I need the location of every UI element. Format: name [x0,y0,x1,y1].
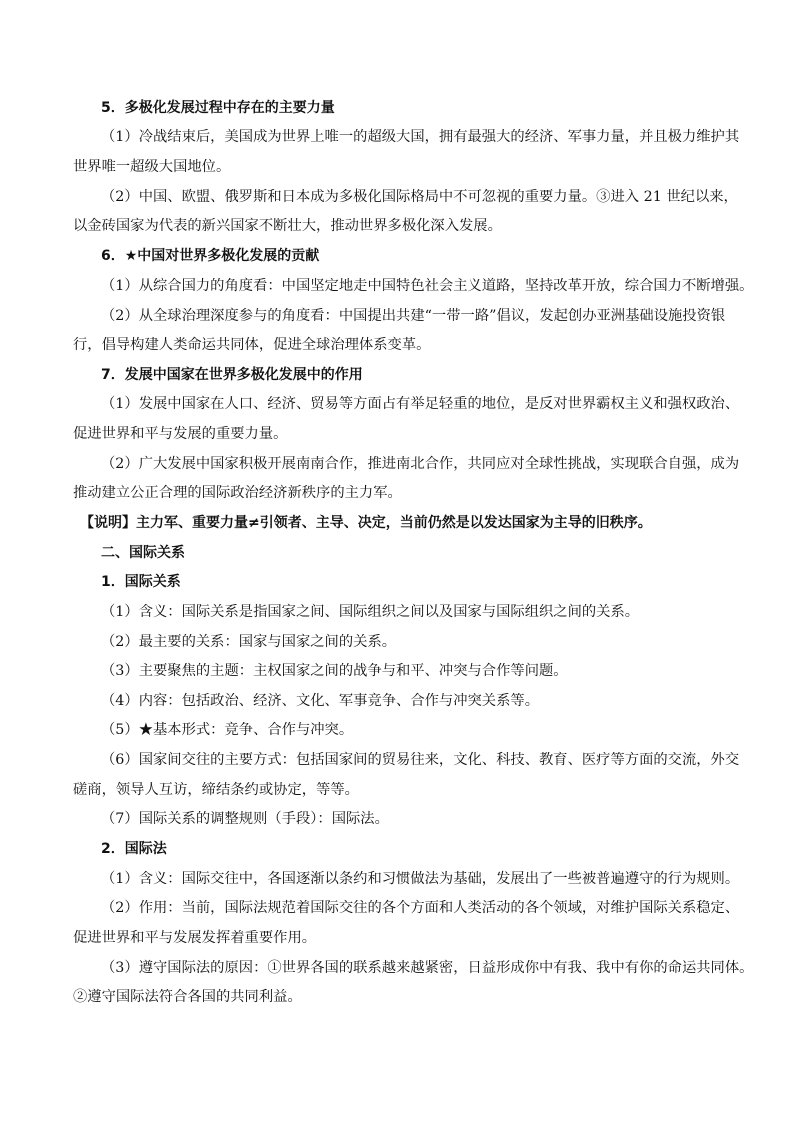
paragraph-line: （2）从全球治理深度参与的角度看：中国提出共建“一带一路”倡议，发起创办亚洲基础设施投资银 [101,308,726,324]
paragraph-line: 促进世界和平与发展发挥着重要作用。 [73,930,317,946]
paragraph-line: 世界唯一超级大国地位。 [73,159,231,175]
paragraph-line: （3）主要聚焦的主题：主权国家之间的战争与和平、冲突与合作等问题。 [101,663,568,679]
paragraph-line: （2）作用：当前，国际法规范着国际交往的各个方面和人类活动的各个领域，对维护国际关系稳定、 [101,900,740,916]
paragraph-line: （3）遵守国际法的原因：①世界各国的联系越来越紧密，日益形成你中有我、我中有你的命运共同体。 [101,960,753,976]
paragraph-line: ②遵守国际法符合各国的共同利益。 [73,989,302,1005]
paragraph-line: 磋商，领导人互访，缔结条约或协定，等等。 [73,782,359,798]
note-line: 【说明】主力军、重要力量≠引领者、主导、决定，当前仍然是以发达国家为主导的旧秩序。 [80,515,652,531]
paragraph-line: （1）冷战结束后，美国成为世界上唯一的超级大国，拥有最强大的经济、军事力量，并且极力维护其 [101,129,740,145]
heading-1: 1．国际关系 [101,574,181,590]
paragraph-line: （2）广大发展中国家积极开展南南合作，推进南北合作，共同应对全球性挑战，实现联合自强，成为 [101,456,740,472]
heading-6: 6．★中国对世界多极化发展的贡献 [101,248,320,264]
heading-7: 7．发展中国家在世界多极化发展中的作用 [101,367,363,383]
section-heading: 二、国际关系 [101,545,185,561]
paragraph-line: （7）国际关系的调整规则（手段）：国际法。 [101,811,389,827]
heading-5: 5．多极化发展过程中存在的主要力量 [101,100,335,116]
paragraph-line: 推动建立公正合理的国际政治经济新秩序的主力军。 [73,485,402,501]
paragraph-line: （4）内容：包括政治、经济、文化、军事竞争、合作与冲突关系等。 [101,693,539,709]
paragraph-line: 行，倡导构建人类命运共同体，促进全球治理体系变革。 [73,337,431,353]
paragraph-line: （1）从综合国力的角度看：中国坚定地走中国特色社会主义道路，坚持改革开放，综合国力不断增强。 [101,278,753,294]
paragraph-line: （2）中国、欧盟、俄罗斯和日本成为多极化国际格局中不可忽视的重要力量。③进入 21 世纪以来， [101,189,738,205]
paragraph-line: 以金砖国家为代表的新兴国家不断壮大，推动世界多极化深入发展。 [73,218,502,234]
paragraph-line: （1）含义：国际关系是指国家之间、国际组织之间以及国家与国际组织之间的关系。 [101,604,640,620]
paragraph-line: （1）含义：国际交往中，各国逐渐以条约和习惯做法为基础，发展出了一些被普遍遵守的行为规则。 [101,871,740,887]
paragraph-line: 促进世界和平与发展的重要力量。 [73,426,288,442]
paragraph-line: （6）国家间交往的主要方式：包括国家间的贸易往来，文化、科技、教育、医疗等方面的交流，外交 [101,752,740,768]
paragraph-line: （1）发展中国家在人口、经济、贸易等方面占有举足轻重的地位，是反对世界霸权主义和强权政治、 [101,396,740,412]
paragraph-line: （5）★基本形式：竞争、合作与冲突。 [101,722,354,738]
paragraph-line: （2）最主要的关系：国家与国家之间的关系。 [101,634,397,650]
heading-2: 2．国际法 [101,841,167,857]
